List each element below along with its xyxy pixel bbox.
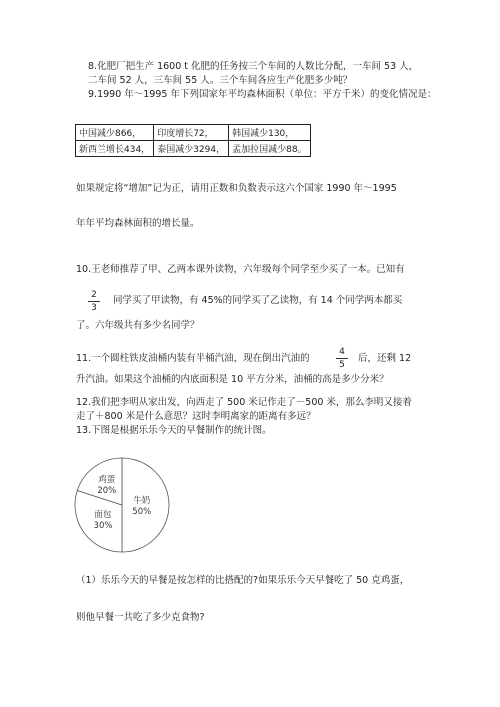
table-row	[76, 141, 311, 157]
q11-line1b: 后，还剩 12	[358, 353, 412, 364]
fraction-denominator: 3	[91, 303, 97, 313]
q9-line2: 如果规定将“增加”记为正，请用正数和负数表示这六个国家 1990 年～1995	[76, 183, 397, 194]
table-cell: 泰国减少3294，	[154, 141, 229, 157]
pie-slice-label: 牛奶	[133, 496, 151, 506]
fraction-bar	[336, 358, 348, 359]
pie-slice-label: 鸡蛋	[98, 475, 116, 486]
q12-line1: 12.我们把李明从家出发，向西走了 500 米记作走了－500 米，那么李明又接着	[76, 397, 412, 408]
table-cell: 新西兰增长434，	[76, 141, 154, 157]
q10-line2: 同学买了甲读物，有 45%的同学买了乙读物，有 14 个同学两本都买	[113, 295, 403, 306]
fraction-denominator: 5	[339, 360, 345, 370]
q8-line1: 8.化肥厂把生产 1600 t 化肥的任务按三个车间的人数比分配，一车间 53 人，	[88, 61, 419, 72]
fraction-bar	[88, 301, 100, 302]
table-cell: 韩国减少130，	[229, 125, 310, 141]
q9-line3: 年年平均森林面积的增长量。	[76, 218, 200, 229]
q9-line1: 9.1990 年～1995 年下列国家年平均森林面积（单位：平方千米）的变化情况是：	[88, 89, 437, 100]
q10-line1: 10.王老师推荐了甲、乙两本课外读物，六年级每个同学至少买了一本。已知有	[76, 264, 405, 275]
q10-line3: 了。六年级共有多少名同学？	[76, 320, 200, 331]
q8-line2: 二车间 52 人，三车间 55 人。三个车间各应生产化肥多少吨？	[88, 75, 353, 86]
pie-slice-percent: 50%	[132, 507, 152, 517]
breakfast-pie-chart	[72, 455, 172, 555]
q11-line1a: 11.一个圆柱铁皮油桶内装有半桶汽油，现在倒出汽油的	[76, 353, 310, 364]
table-cell: 中国减少866，	[76, 125, 154, 141]
table-cell: 印度增长72，	[154, 125, 229, 141]
q11-line2: 升汽油。如果这个油桶的内底面积是 10 平方分米，油桶的高是多少分米？	[76, 374, 389, 385]
forest-table	[75, 124, 311, 157]
q10-fraction	[88, 290, 100, 313]
q13-sub2: 则他早餐一共吃了多少克食物?	[76, 612, 205, 623]
q13-sub1: （1）乐乐今天的早餐是按怎样的比搭配的?如果乐乐今天早餐吃了 50 克鸡蛋，	[76, 575, 410, 586]
pie-slice-percent: 20%	[97, 486, 117, 497]
q12-line2: 走了＋800 米是什么意思？这时李明离家的距离有多远？	[76, 411, 316, 422]
q11-fraction	[336, 347, 348, 370]
pie-slice-label: 面包	[94, 509, 112, 520]
table-row	[76, 125, 311, 141]
fraction-numerator: 2	[91, 290, 97, 300]
fraction-numerator: 4	[339, 347, 345, 357]
q13-line1: 13.下图是根据乐乐今天的早餐制作的统计图。	[76, 425, 272, 436]
pie-slice-percent: 30%	[93, 520, 113, 531]
table-cell: 孟加拉国减少88。	[229, 141, 310, 157]
